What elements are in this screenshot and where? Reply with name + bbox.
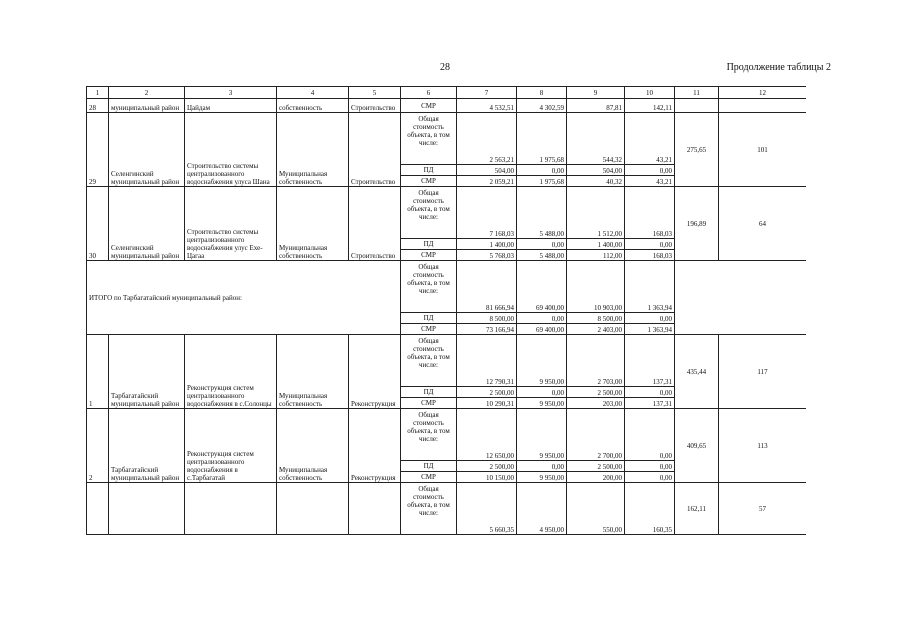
column-header: 7 xyxy=(457,87,517,99)
value-cell: 112,00 xyxy=(567,250,625,261)
object-cell: Реконструкция систем централизованного водоснабжения в с.Солонцы xyxy=(185,335,277,409)
smr-label: СМР xyxy=(401,324,457,335)
value-cell: 1 400,00 xyxy=(457,239,517,250)
value-cell: 8 500,00 xyxy=(457,313,517,324)
column-header: 6 xyxy=(401,87,457,99)
value-cell: 87,81 xyxy=(567,99,625,113)
column-header: 12 xyxy=(719,87,807,99)
ownership-cell: собственность xyxy=(277,99,349,113)
value-cell: 1 400,00 xyxy=(567,239,625,250)
row-number: 2 xyxy=(87,409,109,483)
col12-cell: 64 xyxy=(719,187,807,261)
district-cell: Селенгинский муниципальный район xyxy=(109,113,185,187)
col11-cell xyxy=(675,99,719,113)
ownership-cell: Муниципальная собственность xyxy=(277,187,349,261)
value-cell: 0,00 xyxy=(625,165,675,176)
summary-empty-cell xyxy=(675,261,807,335)
column-header: 3 xyxy=(185,87,277,99)
work-type-cell: Реконструкция xyxy=(349,335,401,409)
district-cell xyxy=(109,483,185,535)
value-cell: 504,00 xyxy=(457,165,517,176)
value-cell: 2 563,21 xyxy=(457,113,517,165)
value-cell: 2 059,21 xyxy=(457,176,517,187)
value-cell: 1 975,68 xyxy=(517,176,567,187)
value-cell: 73 166,94 xyxy=(457,324,517,335)
value-cell: 2 703,00 xyxy=(567,335,625,387)
total-cost-label: Общая стоимость объекта, в том числе: xyxy=(401,261,457,313)
total-cost-label: Общая стоимость объекта, в том числе: xyxy=(401,409,457,461)
value-cell: 69 400,00 xyxy=(517,324,567,335)
value-cell: 2 500,00 xyxy=(457,387,517,398)
column-header-row xyxy=(87,87,807,99)
value-cell: 40,32 xyxy=(567,176,625,187)
work-type-cell: Строительство xyxy=(349,113,401,187)
value-cell: 12 790,31 xyxy=(457,335,517,387)
data-table-wrapper xyxy=(86,86,806,567)
value-cell: 550,00 xyxy=(567,483,625,535)
value-cell: 9 950,00 xyxy=(517,335,567,387)
table-row xyxy=(87,409,807,461)
object-cell: Реконструкция систем централизованного водоснабжения в с.Тарбагатай xyxy=(185,409,277,483)
column-header: 10 xyxy=(625,87,675,99)
value-cell: 4 532,51 xyxy=(457,99,517,113)
value-cell: 2 500,00 xyxy=(567,387,625,398)
table-row xyxy=(87,483,807,535)
col11-cell: 162,11 xyxy=(675,483,719,535)
pd-label: ПД xyxy=(401,387,457,398)
value-cell: 544,32 xyxy=(567,113,625,165)
value-cell: 12 650,00 xyxy=(457,409,517,461)
value-cell: 2 700,00 xyxy=(567,409,625,461)
object-cell: Цайдам xyxy=(185,99,277,113)
value-cell: 142,11 xyxy=(625,99,675,113)
pd-label: ПД xyxy=(401,239,457,250)
column-header: 11 xyxy=(675,87,719,99)
work-type-cell xyxy=(349,483,401,535)
col11-cell: 196,89 xyxy=(675,187,719,261)
value-cell: 10 903,00 xyxy=(567,261,625,313)
total-cost-label: Общая стоимость объекта, в том числе: xyxy=(401,187,457,239)
smr-label: СМР xyxy=(401,398,457,409)
value-cell: 9 950,00 xyxy=(517,472,567,483)
value-cell: 2 500,00 xyxy=(567,461,625,472)
total-cost-label: Общая стоимость объекта, в том числе: xyxy=(401,335,457,387)
district-cell: Тарбагатайский муниципальный район xyxy=(109,409,185,483)
value-cell: 0,00 xyxy=(517,165,567,176)
value-cell: 137,31 xyxy=(625,398,675,409)
value-cell: 43,21 xyxy=(625,113,675,165)
value-cell: 0,00 xyxy=(517,387,567,398)
value-cell: 0,00 xyxy=(517,461,567,472)
row-number: 28 xyxy=(87,99,109,113)
value-cell: 0,00 xyxy=(517,313,567,324)
col11-cell: 409,65 xyxy=(675,409,719,483)
smr-label: СМР xyxy=(401,250,457,261)
column-header: 1 xyxy=(87,87,109,99)
value-cell: 168,03 xyxy=(625,187,675,239)
value-cell: 4 950,00 xyxy=(517,483,567,535)
work-type-cell: Строительство xyxy=(349,187,401,261)
value-cell: 9 950,00 xyxy=(517,409,567,461)
value-cell: 5 660,35 xyxy=(457,483,517,535)
continuation-label: Продолжение таблицы 2 xyxy=(726,62,831,73)
col11-cell: 275,65 xyxy=(675,113,719,187)
ownership-cell: Муниципальная собственность xyxy=(277,335,349,409)
value-cell: 1 363,94 xyxy=(625,261,675,313)
work-type-cell: Реконструкция xyxy=(349,409,401,483)
value-cell: 81 666,94 xyxy=(457,261,517,313)
table-row xyxy=(87,335,807,387)
col12-cell: 117 xyxy=(719,335,807,409)
value-cell: 1 975,68 xyxy=(517,113,567,165)
value-cell: 137,31 xyxy=(625,335,675,387)
column-header: 9 xyxy=(567,87,625,99)
col12-cell: 101 xyxy=(719,113,807,187)
district-cell: муниципальный район xyxy=(109,99,185,113)
value-cell: 7 168,03 xyxy=(457,187,517,239)
data-table xyxy=(86,86,806,535)
value-cell: 69 400,00 xyxy=(517,261,567,313)
page-number: 28 xyxy=(440,62,450,73)
table-row xyxy=(87,113,807,165)
col12-cell xyxy=(719,99,807,113)
value-cell: 0,00 xyxy=(625,239,675,250)
value-cell: 0,00 xyxy=(625,472,675,483)
column-header: 4 xyxy=(277,87,349,99)
value-cell: 2 403,00 xyxy=(567,324,625,335)
total-cost-label: Общая стоимость объекта, в том числе: xyxy=(401,113,457,165)
value-cell: 10 150,00 xyxy=(457,472,517,483)
value-cell: 168,03 xyxy=(625,250,675,261)
value-cell: 2 500,00 xyxy=(457,461,517,472)
value-cell: 1 363,94 xyxy=(625,324,675,335)
value-cell: 8 500,00 xyxy=(567,313,625,324)
column-header: 8 xyxy=(517,87,567,99)
summary-row xyxy=(87,261,807,313)
value-cell: 504,00 xyxy=(567,165,625,176)
district-cell: Селенгинский муниципальный район xyxy=(109,187,185,261)
col11-cell: 435,44 xyxy=(675,335,719,409)
col12-cell: 113 xyxy=(719,409,807,483)
value-cell: 0,00 xyxy=(517,239,567,250)
object-cell xyxy=(185,483,277,535)
row-number xyxy=(87,483,109,535)
pd-label: ПД xyxy=(401,165,457,176)
row-number: 30 xyxy=(87,187,109,261)
value-cell: 1 512,00 xyxy=(567,187,625,239)
value-cell: 5 768,03 xyxy=(457,250,517,261)
column-header: 5 xyxy=(349,87,401,99)
work-type-cell: Строительство xyxy=(349,99,401,113)
smr-label: СМР xyxy=(401,472,457,483)
col12-cell: 57 xyxy=(719,483,807,535)
pd-label: ПД xyxy=(401,461,457,472)
value-cell: 10 290,31 xyxy=(457,398,517,409)
value-cell: 160,35 xyxy=(625,483,675,535)
value-cell: 4 302,59 xyxy=(517,99,567,113)
value-cell: 5 488,00 xyxy=(517,187,567,239)
value-cell: 0,00 xyxy=(625,409,675,461)
smr-label: СМР xyxy=(401,99,457,113)
ownership-cell: Муниципальная собственность xyxy=(277,409,349,483)
total-cost-label: Общая стоимость объекта, в том числе: xyxy=(401,483,457,535)
object-cell: Строительство системы централизованного водоснабжения улус Ехе-Цагаа xyxy=(185,187,277,261)
value-cell: 203,00 xyxy=(567,398,625,409)
summary-label: ИТОГО по Тарбагатайский муниципальный район: xyxy=(87,261,401,335)
value-cell: 200,00 xyxy=(567,472,625,483)
ownership-cell xyxy=(277,483,349,535)
row-number: 29 xyxy=(87,113,109,187)
table-row xyxy=(87,187,807,239)
table-row xyxy=(87,99,807,113)
ownership-cell: Муниципальная собственность xyxy=(277,113,349,187)
smr-label: СМР xyxy=(401,176,457,187)
object-cell: Строительство системы централизованного водоснабжения улуса Шана xyxy=(185,113,277,187)
column-header: 2 xyxy=(109,87,185,99)
value-cell: 43,21 xyxy=(625,176,675,187)
pd-label: ПД xyxy=(401,313,457,324)
row-number: 1 xyxy=(87,335,109,409)
value-cell: 0,00 xyxy=(625,313,675,324)
value-cell: 9 950,00 xyxy=(517,398,567,409)
value-cell: 0,00 xyxy=(625,387,675,398)
value-cell: 5 488,00 xyxy=(517,250,567,261)
district-cell: Тарбагатайский муниципальный район xyxy=(109,335,185,409)
value-cell: 0,00 xyxy=(625,461,675,472)
